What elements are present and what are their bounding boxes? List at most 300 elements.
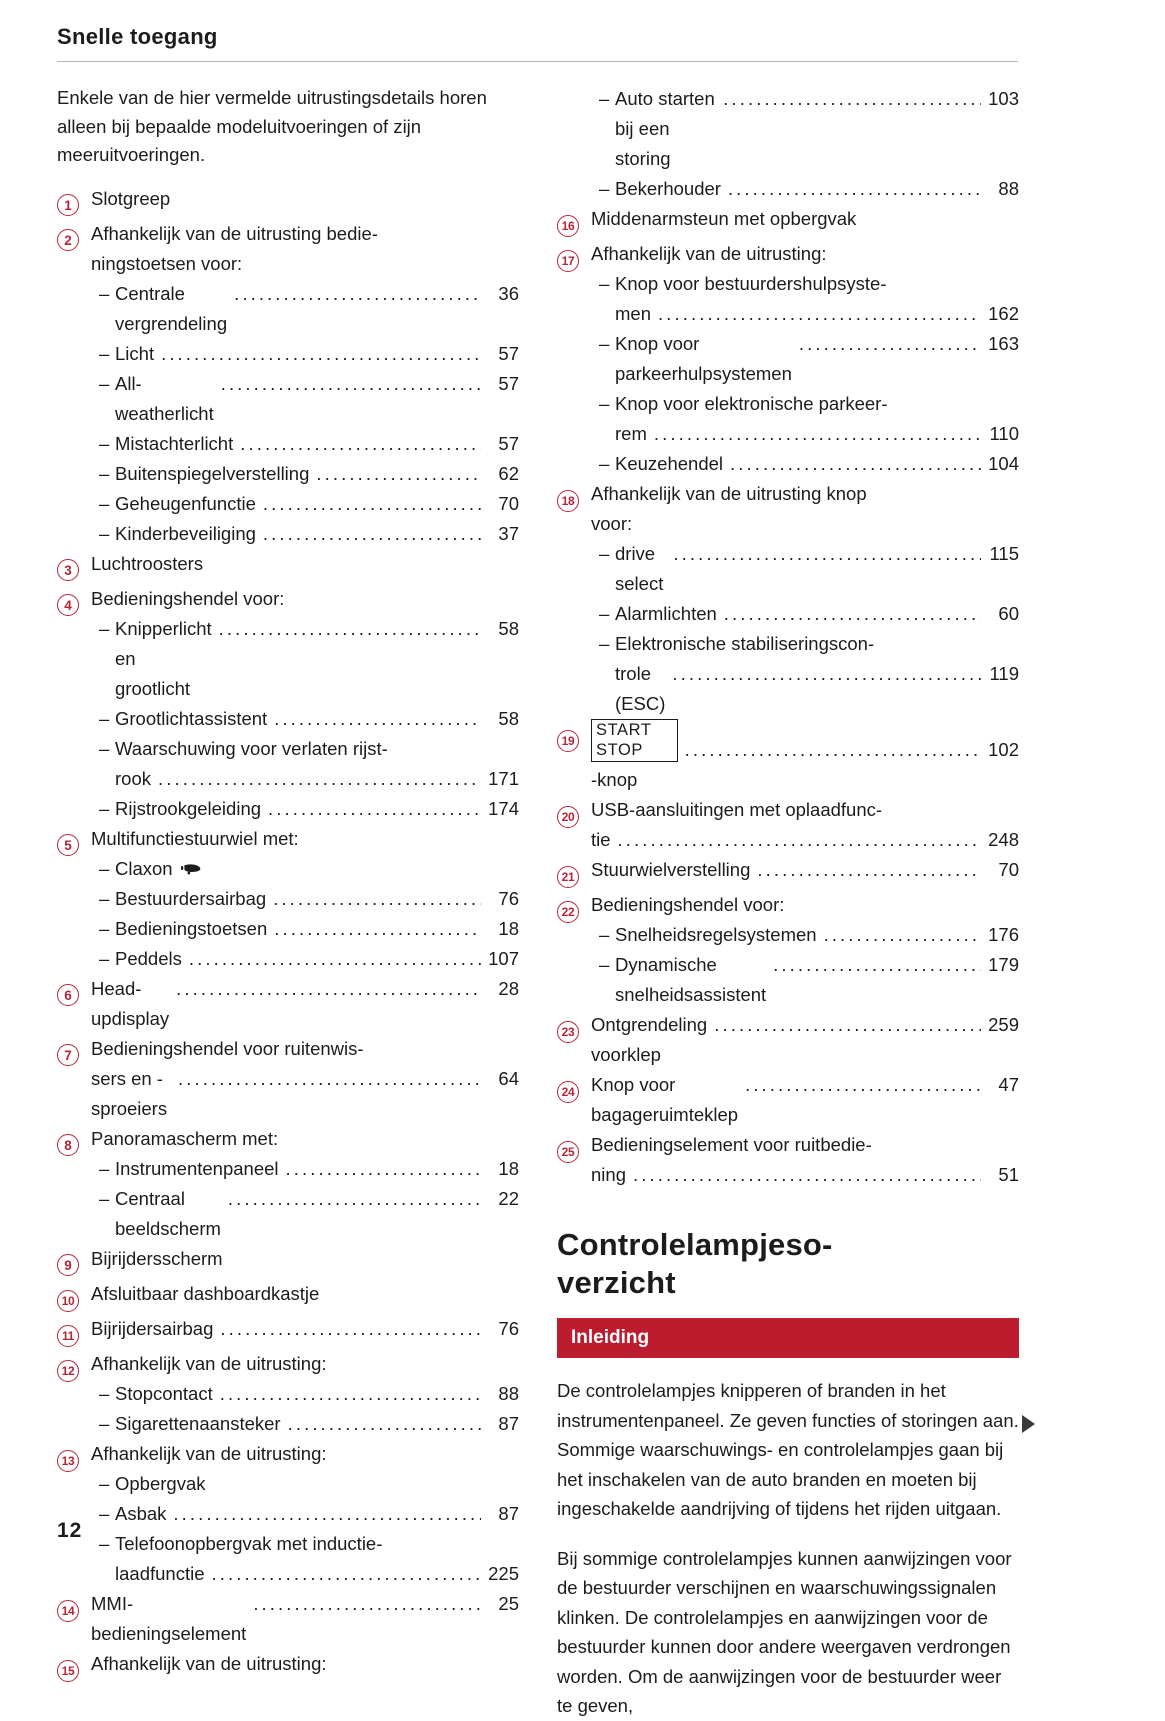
entry	[115, 764, 519, 794]
item-content	[591, 1070, 1019, 1130]
list-item	[557, 1070, 1019, 1130]
entry	[91, 1244, 519, 1274]
leader-dots	[173, 1499, 481, 1529]
item-content	[91, 584, 519, 824]
page-number: 110	[989, 423, 1019, 444]
numbered-circle-icon: 23	[557, 1021, 579, 1043]
dash-icon: –	[99, 372, 110, 394]
numbered-circle-icon: 2	[57, 229, 79, 251]
body-paragraph: Bij sommige controlelampjes kunnen aanwijzingen voor de bestuurder verschijnen en waarschuwingssignalen klinken. De controlelampjes en aanwijzingen voor de bestuurder kunnen door andere weergaven verdrongen worden. Om de aanwijzingen voor de bestuurder weer te geven,	[557, 1547, 1012, 1716]
page-number: 47	[998, 1074, 1019, 1095]
entry-label-cont: rem	[615, 423, 647, 444]
numbered-circle-icon: 16	[557, 215, 579, 237]
dash-icon: –	[599, 954, 610, 975]
dash-icon: –	[99, 737, 110, 759]
leader-dots	[274, 914, 481, 944]
list-item	[57, 1124, 519, 1244]
list-item	[57, 184, 519, 219]
entry-label: Bedieningshendel voor:	[591, 894, 785, 915]
sub-item	[591, 539, 1019, 599]
dash-icon: –	[599, 453, 610, 474]
page-number: 51	[998, 1164, 1019, 1185]
list-item	[57, 1279, 519, 1314]
page-number: 163	[988, 333, 1019, 354]
entry-label: Knop voor bagageruimteklep	[591, 1074, 739, 1125]
entry	[115, 1469, 519, 1499]
right-column	[557, 84, 1019, 1721]
item-number-marker	[57, 1244, 91, 1279]
item-content	[591, 855, 1019, 885]
entry-label: Afhankelijk van de uitrusting:	[91, 1652, 327, 1674]
entry	[115, 854, 519, 884]
page-number: 22	[498, 1187, 519, 1209]
entry-label: Afsluitbaar dashboardkastje	[91, 1282, 320, 1304]
item-content	[91, 1244, 519, 1274]
entry-label-cont: ningstoetsen voor:	[91, 252, 243, 274]
sub-item	[91, 429, 519, 459]
item-content	[91, 219, 519, 549]
leader-dots	[234, 279, 481, 309]
entry-label-cont: ning	[591, 1164, 626, 1185]
list-item	[557, 890, 1019, 1010]
item-content	[91, 974, 519, 1034]
item-content	[591, 204, 1019, 234]
numbered-circle-icon: 13	[57, 1450, 79, 1472]
dash-icon: –	[99, 342, 110, 364]
list-item	[57, 1244, 519, 1279]
dash-icon: –	[99, 617, 110, 639]
item-content	[591, 479, 1019, 719]
dash-icon: –	[599, 393, 610, 414]
item-number-marker	[557, 1130, 591, 1165]
continuation-triangle-icon	[1022, 1415, 1035, 1433]
leader-dots	[274, 704, 481, 734]
list-item	[57, 1589, 519, 1649]
entry-label: Knop voor elektronische parkeer-	[615, 393, 888, 414]
item-number-marker	[557, 204, 591, 239]
item-number-marker	[57, 1439, 91, 1474]
entry-label: Knop voor parkeerhulpsystemen	[615, 333, 792, 384]
numbered-circle-icon: 18	[557, 490, 579, 512]
dash-icon: –	[599, 88, 610, 109]
entry-label: Ontgrendeling voorklep	[591, 1014, 713, 1065]
page-number: 162	[988, 303, 1019, 324]
leader-dots	[220, 1314, 481, 1344]
entry-label: Centraal beeldscherm	[115, 1187, 221, 1239]
sub-item	[91, 489, 519, 519]
entry-label: Afhankelijk van de uitrusting:	[91, 1352, 327, 1374]
item-content	[591, 719, 1019, 795]
page-number: 107	[488, 947, 519, 969]
leader-dots	[685, 735, 981, 765]
leader-dots	[730, 449, 981, 479]
entry	[615, 449, 1019, 479]
item-number-marker	[57, 1349, 91, 1384]
leader-dots	[723, 84, 981, 114]
page-number: 70	[498, 492, 519, 514]
entry	[615, 950, 1019, 1010]
dash-icon: –	[599, 178, 610, 199]
numbered-circle-icon: 15	[57, 1660, 79, 1682]
entry-label-cont: men	[615, 303, 651, 324]
entry-label: Bedieningshendel voor:	[91, 587, 285, 609]
dash-icon: –	[99, 492, 110, 514]
leader-dots	[178, 1064, 481, 1094]
entry	[115, 339, 519, 369]
numbered-circle-icon: 8	[57, 1134, 79, 1156]
list-item	[57, 584, 519, 824]
left-column	[57, 84, 519, 1721]
page-number: 76	[498, 1317, 519, 1339]
entry-label-cont: sers en -sproeiers	[91, 1067, 168, 1119]
item-content	[91, 1349, 519, 1439]
sub-item	[591, 920, 1019, 950]
list-item	[557, 719, 1019, 795]
page-number: 64	[498, 1067, 519, 1089]
entry	[115, 794, 519, 824]
entry-label: Slotgreep	[91, 187, 171, 209]
item-number-marker	[557, 855, 591, 890]
list-item	[57, 1649, 519, 1684]
dash-icon: –	[599, 924, 610, 945]
sub-item	[91, 914, 519, 944]
page-number: 70	[998, 859, 1019, 880]
entry-label: Mistachterlicht	[115, 432, 234, 454]
entry-label: Auto starten bij een storing	[615, 88, 720, 169]
entry-label: Opbergvak	[115, 1472, 206, 1494]
entry-label: Bedieningshendel voor ruitenwis-	[91, 1037, 364, 1059]
dash-icon: –	[99, 857, 110, 879]
item-number-marker	[57, 974, 91, 1009]
item-content	[591, 795, 1019, 855]
footer-page-number: 12	[57, 1519, 83, 1542]
dash-icon: –	[599, 273, 610, 294]
entry	[115, 944, 519, 974]
item-number-marker	[57, 1279, 91, 1314]
entry-label: drive select	[615, 543, 664, 594]
entry	[591, 825, 1019, 855]
numbered-circle-icon: 17	[557, 250, 579, 272]
entry-label: Bedieningselement voor ruitbedie-	[591, 1134, 872, 1155]
entry	[115, 429, 519, 459]
entry	[615, 174, 1019, 204]
leader-dots	[189, 944, 481, 974]
page-number: 102	[988, 739, 1019, 760]
numbered-circle-icon: 5	[57, 834, 79, 856]
entry-label-cont: trole (ESC)	[615, 663, 666, 714]
leader-dots	[618, 825, 981, 855]
dash-icon: –	[599, 633, 610, 654]
item-content	[91, 1279, 519, 1309]
header-divider	[57, 61, 1018, 62]
entry-label-cont: laadfunctie	[115, 1562, 205, 1584]
entry-label: Afhankelijk van de uitrusting knop	[591, 483, 867, 504]
sub-item	[91, 854, 519, 884]
entry	[115, 884, 519, 914]
item-number-marker	[557, 479, 591, 514]
page-number: 25	[498, 1592, 519, 1614]
list-item	[557, 479, 1019, 719]
item-number-marker	[557, 1070, 591, 1105]
leader-dots	[673, 539, 981, 569]
item-number-marker	[57, 1314, 91, 1349]
entry	[91, 1064, 519, 1124]
entry-label: Bestuurdersairbag	[115, 887, 267, 909]
page-number: 259	[988, 1014, 1019, 1035]
dash-icon: –	[99, 432, 110, 454]
leader-dots	[219, 614, 481, 644]
item-content	[91, 549, 519, 579]
item-number-marker	[557, 239, 591, 274]
horn-icon	[180, 854, 202, 884]
entry-label: USB-aansluitingen met oplaadfunc-	[591, 799, 883, 820]
entry	[615, 84, 1019, 174]
item-content	[91, 1314, 519, 1344]
entry	[591, 855, 1019, 885]
sub-item	[91, 794, 519, 824]
item-number-marker	[57, 219, 91, 254]
page-number: 174	[488, 797, 519, 819]
leader-dots	[745, 1070, 981, 1100]
dash-icon: –	[99, 1382, 110, 1404]
entry-label: Alarmlichten	[615, 603, 717, 624]
item-number-marker	[57, 584, 91, 619]
entry	[115, 489, 519, 519]
item-content	[91, 1589, 519, 1649]
entry-label: Bedieningstoetsen	[115, 917, 268, 939]
sub-item	[91, 944, 519, 974]
sub-item	[91, 1379, 519, 1409]
item-content	[91, 1034, 519, 1124]
entry	[591, 1070, 1019, 1130]
entry-label-cont: voor:	[591, 513, 633, 534]
intro-paragraph: Enkele van de hier vermelde uitrustingsdetails horen alleen bij bepaalde modeluitvoeringen of zijn meeruitvoeringen.	[57, 87, 487, 165]
entry-label: Asbak	[115, 1502, 167, 1524]
entry-label: Bijrijdersairbag	[91, 1317, 214, 1339]
sub-item	[91, 884, 519, 914]
leader-dots	[672, 659, 981, 689]
leader-dots	[824, 920, 981, 950]
entry	[115, 519, 519, 549]
entry-label-cont: rook	[115, 767, 151, 789]
entry	[615, 539, 1019, 599]
list-item	[557, 1130, 1019, 1190]
item-content	[91, 824, 519, 974]
sub-item	[591, 629, 1019, 719]
numbered-circle-icon: 19	[557, 730, 579, 752]
leader-dots	[221, 369, 481, 399]
entry-label: Afhankelijk van de uitrusting:	[591, 243, 827, 264]
sub-item	[591, 174, 1019, 204]
dash-icon: –	[99, 1187, 110, 1209]
item-number-marker	[57, 1124, 91, 1159]
list-item	[57, 219, 519, 549]
entry	[591, 204, 1019, 234]
sub-item	[591, 389, 1019, 449]
sub-item	[91, 339, 519, 369]
item-number-marker	[557, 719, 591, 754]
entry	[591, 1160, 1019, 1190]
entry	[615, 419, 1019, 449]
entry	[91, 974, 519, 1034]
page-number: 57	[498, 372, 519, 394]
sub-item	[91, 1529, 519, 1589]
sub-item	[591, 329, 1019, 389]
numbered-circle-icon: 25	[557, 1141, 579, 1163]
entry-label: Afhankelijk van de uitrusting:	[91, 1442, 327, 1464]
leader-dots	[211, 1559, 481, 1589]
list-item	[557, 239, 1019, 479]
leader-dots	[263, 489, 481, 519]
leader-dots	[773, 950, 981, 980]
page-number: 88	[998, 178, 1019, 199]
entry-label: Keuzehendel	[615, 453, 724, 474]
page-number: 58	[498, 617, 519, 639]
entry	[615, 299, 1019, 329]
entry	[591, 719, 1019, 795]
entry	[91, 1279, 519, 1309]
section-heading: Controlelampjeso- verzicht	[557, 1227, 833, 1300]
entry-label: Grootlichtassistent	[115, 707, 268, 729]
page-number: 88	[498, 1382, 519, 1404]
entry-label: Waarschuwing voor verlaten rijst-	[115, 737, 388, 759]
entry	[91, 1589, 519, 1649]
dash-icon: –	[99, 917, 110, 939]
entry-label: Afhankelijk van de uitrusting bedie-	[91, 222, 378, 244]
item-number-marker	[557, 1010, 591, 1045]
list-item	[57, 549, 519, 584]
entry-label-cont: tie	[591, 829, 611, 850]
entry	[115, 459, 519, 489]
page-number: 176	[988, 924, 1019, 945]
item-content	[591, 1130, 1019, 1190]
entry-label: Stopcontact	[115, 1382, 213, 1404]
page-number: 60	[998, 603, 1019, 624]
numbered-circle-icon: 14	[57, 1600, 79, 1622]
page-number: 62	[498, 462, 519, 484]
entry	[115, 1559, 519, 1589]
entry-label: Sigarettenaansteker	[115, 1412, 281, 1434]
leader-dots	[228, 1184, 481, 1214]
page-number: 87	[498, 1502, 519, 1524]
list-item	[557, 855, 1019, 890]
sub-item	[91, 614, 519, 704]
page-number: 57	[498, 432, 519, 454]
entry-label: All-weatherlicht	[115, 372, 214, 424]
dash-icon: –	[599, 543, 610, 564]
entry-label: Head-updisplay	[91, 977, 170, 1029]
page-number: 171	[488, 767, 519, 789]
numbered-circle-icon: 22	[557, 901, 579, 923]
page-number: 57	[498, 342, 519, 364]
item-content	[91, 1649, 519, 1679]
entry-label: Licht	[115, 342, 155, 364]
item-number-marker	[557, 795, 591, 830]
sub-item	[591, 84, 1019, 174]
leader-dots	[286, 1154, 481, 1184]
sub-item	[91, 1184, 519, 1244]
page-number: 104	[988, 453, 1019, 474]
entry	[115, 1379, 519, 1409]
page-number: 179	[988, 954, 1019, 975]
entry	[615, 599, 1019, 629]
dash-icon: –	[99, 887, 110, 909]
entry-label: Knipperlicht en grootlicht	[115, 617, 217, 699]
entry-label: Panoramascherm met:	[91, 1127, 279, 1149]
entry-label: Snelheidsregelsystemen	[615, 924, 817, 945]
leader-dots	[288, 1409, 481, 1439]
dash-icon: –	[99, 1532, 110, 1554]
entry-label: Peddels	[115, 947, 182, 969]
dash-icon: –	[99, 797, 110, 819]
list-item	[557, 795, 1019, 855]
list-item	[557, 1010, 1019, 1070]
page-number: 119	[989, 663, 1019, 684]
sub-item	[591, 599, 1019, 629]
dash-icon: –	[99, 707, 110, 729]
entry	[115, 914, 519, 944]
page-number: 76	[498, 887, 519, 909]
sub-item	[591, 269, 1019, 329]
entry	[115, 1409, 519, 1439]
page-title: Snelle toegang	[57, 24, 218, 49]
start-stop-keycap: START STOP	[591, 719, 678, 762]
dash-icon: –	[599, 333, 610, 354]
entry-label: Dynamische snelheidsassistent	[615, 954, 767, 1005]
dash-icon: –	[99, 1412, 110, 1434]
leader-dots	[240, 429, 481, 459]
item-number-marker	[557, 890, 591, 925]
page-number: 103	[988, 88, 1019, 109]
page-number: 28	[498, 977, 519, 999]
page-number: 18	[498, 1157, 519, 1179]
numbered-circle-icon: 21	[557, 866, 579, 888]
entry-label: Instrumentenpaneel	[115, 1157, 279, 1179]
leader-dots	[220, 1379, 481, 1409]
entry-label: Luchtroosters	[91, 552, 204, 574]
leader-dots	[253, 1589, 481, 1619]
numbered-circle-icon: 7	[57, 1044, 79, 1066]
item-content	[591, 239, 1019, 479]
entry	[115, 369, 519, 429]
dash-icon: –	[99, 522, 110, 544]
entry	[591, 1010, 1019, 1070]
entry	[115, 279, 519, 339]
page-number: 87	[498, 1412, 519, 1434]
item-number-marker	[57, 549, 91, 584]
sub-item	[591, 950, 1019, 1010]
item-number-marker	[557, 84, 591, 89]
leader-dots	[724, 599, 981, 629]
dash-icon: –	[99, 282, 110, 304]
leader-dots	[158, 764, 481, 794]
body-paragraph: De controlelampjes knipperen of branden in het instrumentenpaneel. Ze geven functies of storingen aan. Sommige waarschuwings- en controlelampjes gaan bij het inschakelen van de auto branden en moeten bij ingeschakelde aandrijving of tijdens het rijden uitgaan.	[557, 1380, 1019, 1519]
leader-dots	[633, 1160, 981, 1190]
entry-label: Centrale vergrendeling	[115, 282, 228, 334]
page-number: 225	[488, 1562, 519, 1584]
list-item	[57, 824, 519, 974]
entry	[115, 1154, 519, 1184]
two-column-body	[57, 84, 1018, 1721]
item-content	[591, 890, 1019, 1010]
sub-item	[591, 449, 1019, 479]
entry-label: Buitenspiegelverstelling	[115, 462, 310, 484]
leader-dots	[176, 974, 481, 1004]
entry-label: Bijrijdersscherm	[91, 1247, 223, 1269]
leader-dots	[714, 1010, 981, 1040]
entry	[615, 329, 1019, 389]
item-content	[91, 184, 519, 214]
